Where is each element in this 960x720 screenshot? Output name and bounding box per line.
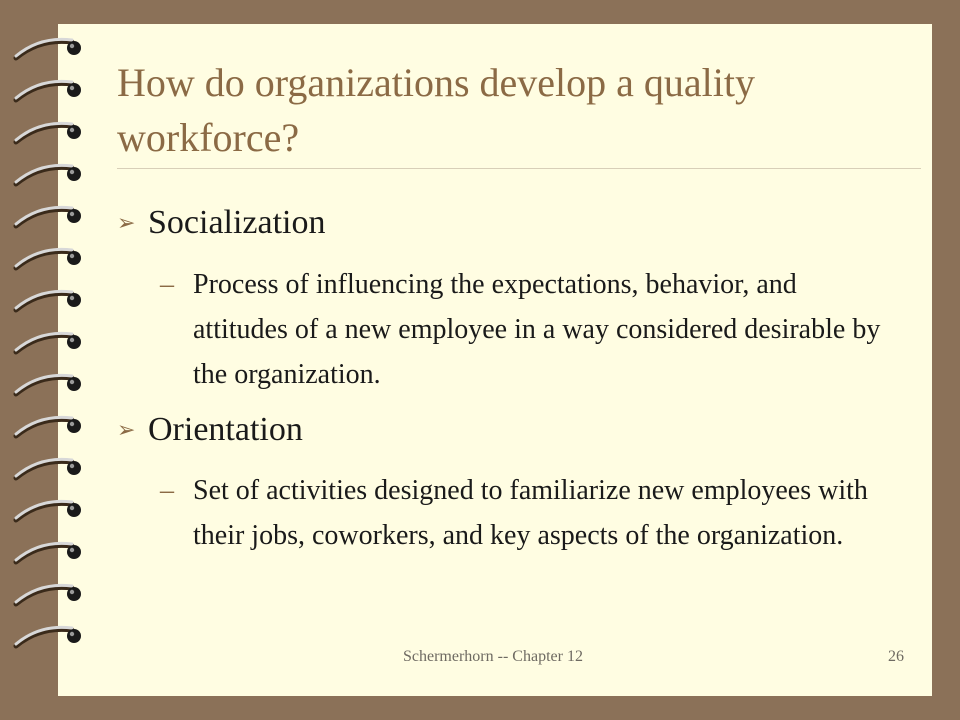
footer-source: Schermerhorn -- Chapter 12 [403,648,583,665]
spiral-ring [16,627,81,646]
spiral-ring [16,417,81,436]
bullet-heading: Socialization [148,204,326,241]
orientation-description [160,468,890,558]
spiral-ring [16,333,81,352]
footer-page-number: 26 [888,648,904,665]
spiral-ring [16,123,81,142]
title-divider [117,168,921,169]
socialization-description [160,262,890,397]
arrow-bullet-icon: ➢ [117,210,136,235]
slide-title: How do organizations develop a quality workforce? [117,60,756,160]
spiral-ring [16,459,81,478]
arrow-bullet-icon: ➢ [117,417,136,442]
spiral-ring [16,585,81,604]
description-text: Set of activities designed to familiarize new employees with their jobs, coworkers, and key aspects of the organization. [193,475,868,551]
spiral-ring [16,165,81,184]
spiral-binding [0,24,110,704]
spiral-ring [16,375,81,394]
dash-bullet-icon: – [160,475,174,506]
bullet-orientation [117,410,303,450]
spiral-ring [16,291,81,310]
bullet-socialization [117,203,326,243]
dash-bullet-icon: – [160,269,174,300]
spiral-ring [16,39,81,58]
description-text: Process of influencing the expectations, behavior, and attitudes of a new employee in a way considered desirable by the organization. [193,269,881,390]
spiral-ring [16,207,81,226]
spiral-ring [16,501,81,520]
spiral-ring [16,543,81,562]
bullet-heading: Orientation [148,411,303,448]
spiral-ring [16,81,81,100]
spiral-ring [16,249,81,268]
